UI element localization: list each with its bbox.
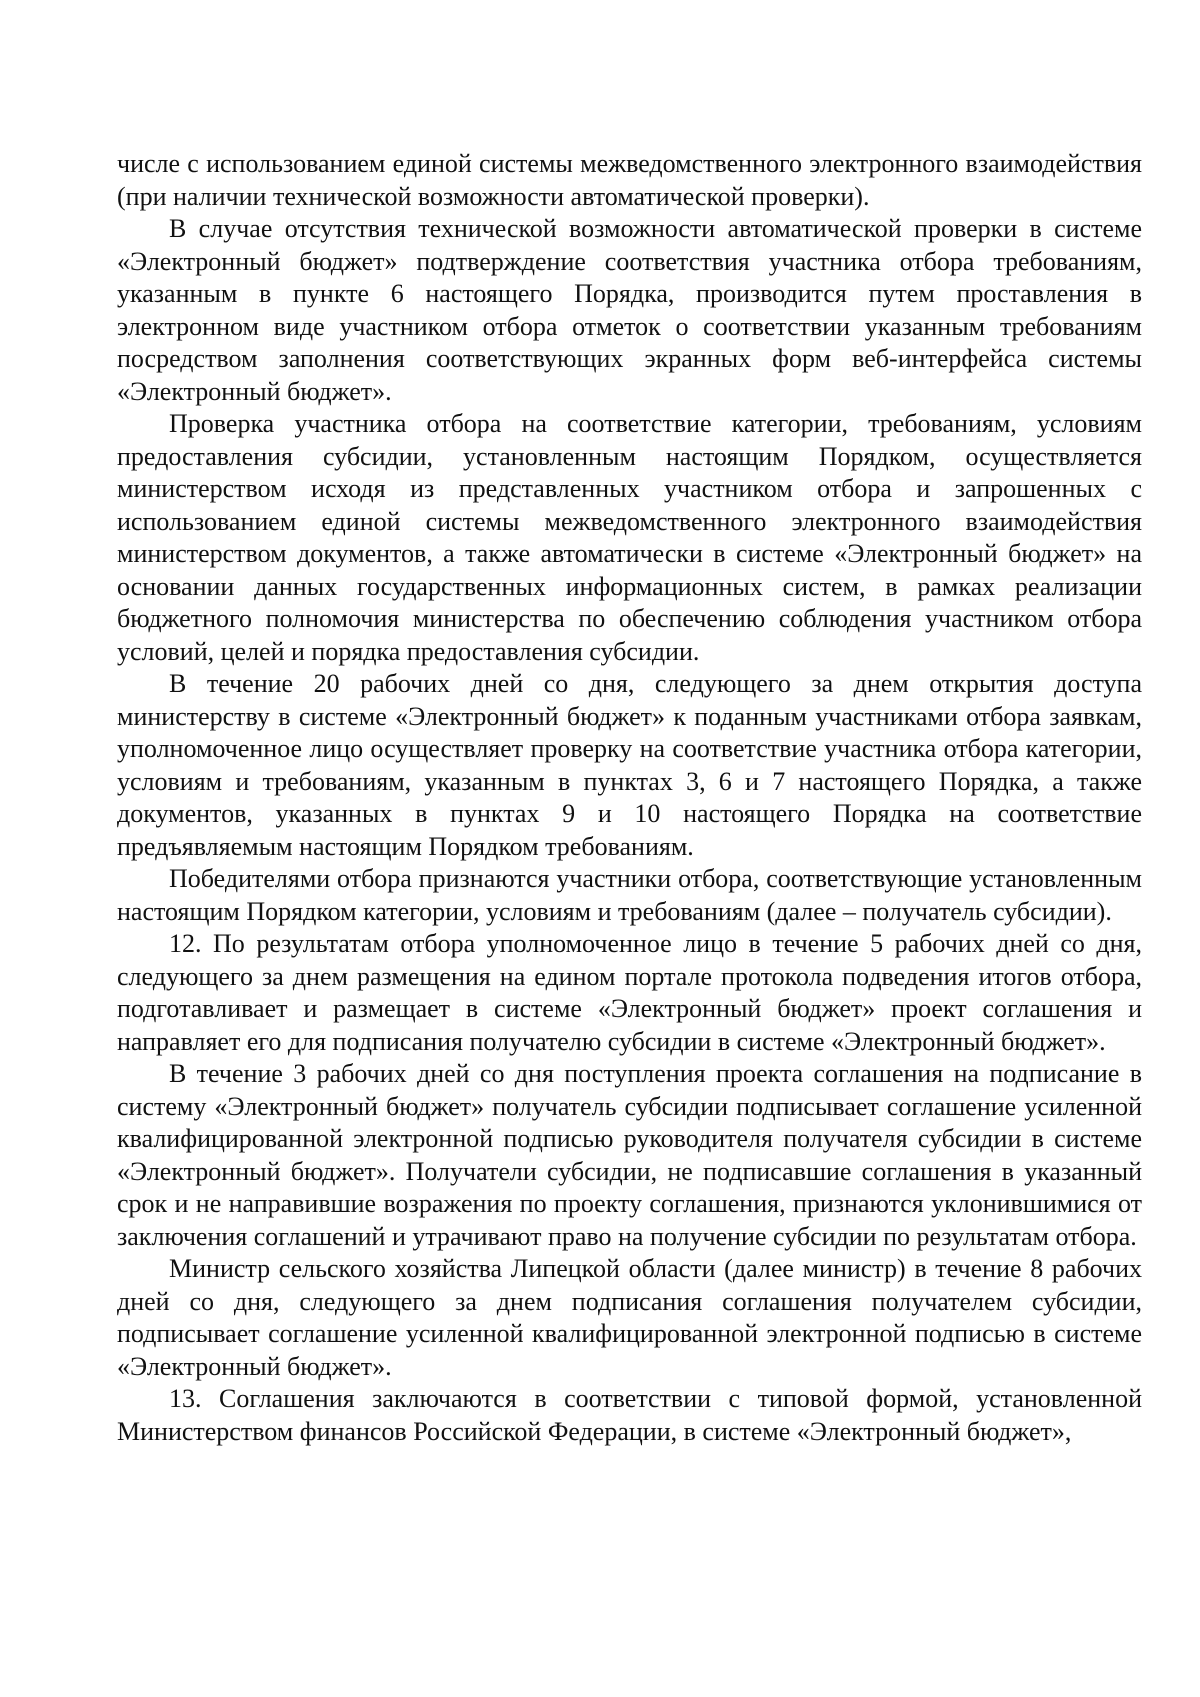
paragraph-item-13: 13. Соглашения заключаются в соответствии с типовой формой, установленной Министерством финансов Российской Федерации, в системе «Электронный бюджет», xyxy=(117,1384,1142,1446)
paragraph-item-12: 12. По результатам отбора уполномоченное лицо в течение 5 рабочих дней со дня, следующего за днем размещения на едином портале протокола подведения итогов отбора, подготавливает и размещает в системе «Электронный бюджет» проект соглашения и направляет его для подписания получателю субсидии в системе «Электронный бюджет». xyxy=(117,929,1142,1056)
paragraph-review-deadline: В течение 20 рабочих дней со дня, следующего за днем открытия доступа министерству в системе «Электронный бюджет» к поданным участниками отбора заявкам, уполномоченное лицо осуществляет проверку на соответствие участника отбора категории, условиям и требованиям, указанным в пунктах 3, 6 и 7 настоящего Порядка, а также документов, указанных в пунктах 9 и 10 настоящего Порядка на соответствие предъявляемым настоящим Порядком требованиям. xyxy=(117,669,1142,861)
document-body xyxy=(117,148,1142,1448)
paragraph-winners: Победителями отбора признаются участники отбора, соответствующие установленным настоящим Порядком категории, условиям и требованиям (далее – получатель субсидии). xyxy=(117,864,1142,926)
paragraph-participant-check: Проверка участника отбора на соответствие категории, требованиям, условиям предоставления субсидии, установленным настоящим Порядком, осуществляется министерством исходя из представленных участником отбора и запрошенных с использованием единой системы межведомственного электронного взаимодействия министерством документов, а также автоматически в системе «Электронный бюджет» на основании данных государственных информационных систем, в рамках реализации бюджетного полномочия министерства по обеспечению соблюдения участником отбора условий, целей и порядка предоставления субсидии. xyxy=(117,409,1142,666)
paragraph-auto-check-absence: В случае отсутствия технической возможности автоматической проверки в системе «Электронный бюджет» подтверждение соответствия участника отбора требованиям, указанным в пункте 6 настоящего Порядка, производится путем проставления в электронном виде участником отбора отметок о соответствии указанным требованиям посредством заполнения соответствующих экранных форм веб-интерфейса системы «Электронный бюджет». xyxy=(117,214,1142,406)
paragraph-continuation: числе с использованием единой системы межведомственного электронного взаимодействия (при наличии технической возможности автоматической проверки). xyxy=(117,149,1142,211)
paragraph-signing-minister: Министр сельского хозяйства Липецкой области (далее министр) в течение 8 рабочих дней со дня, следующего за днем подписания соглашения получателем субсидии, подписывает соглашение усиленной квалифицированной электронной подписью в системе «Электронный бюджет». xyxy=(117,1254,1142,1381)
paragraph-signing-recipient: В течение 3 рабочих дней со дня поступления проекта соглашения на подписание в систему «Электронный бюджет» получатель субсидии подписывает соглашение усиленной квалифицированной электронной подписью руководителя получателя субсидии в системе «Электронный бюджет». Получатели субсидии, не подписавшие соглашения в указанный срок и не направившие возражения по проекту соглашения, признаются уклонившимися от заключения соглашений и утрачивают право на получение субсидии по результатам отбора. xyxy=(117,1059,1142,1251)
